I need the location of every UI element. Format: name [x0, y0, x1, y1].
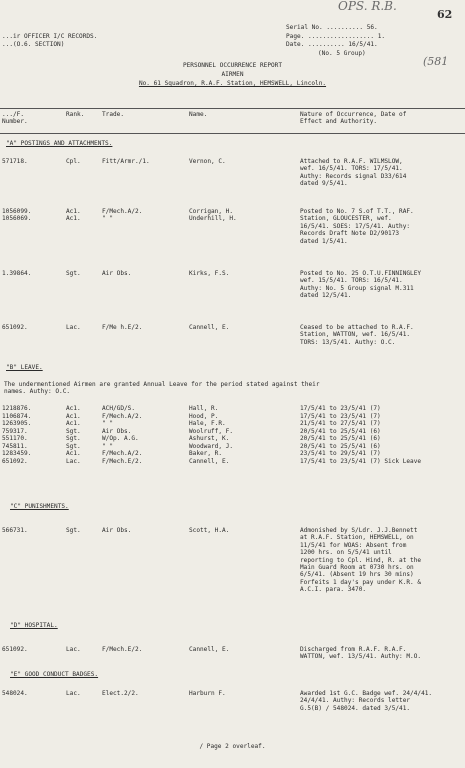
group-field: (No. 5 Group): [318, 50, 366, 57]
trade: F/Mech.A/2. " ": [102, 208, 143, 223]
col-number: .../F. Number.: [2, 111, 28, 126]
leave-intro: The undermentioned Airmen are granted Annual Leave for the period stated against their names. Authy: O.C.: [4, 381, 320, 396]
trade: Air Obs.: [102, 527, 132, 534]
service-number: 651092.: [2, 457, 28, 465]
occurrence-text: Posted to No. 25 O.T.U.FINNINGLEY wef. 15/5/41. TORS: 16/5/41. Authy: No. 5 Group signal M.311 dated 12/5/41.: [300, 270, 422, 300]
rank: Sgt.: [66, 427, 81, 435]
footer-note: / Page 2 overleaf.: [199, 743, 266, 750]
table-row: [0, 435, 465, 442]
rank: Cpl.: [66, 158, 81, 165]
leave-period: 20/5/41 to 25/5/41 (6): [300, 442, 381, 450]
occurrence-text: Ceased to be attached to R.A.F. Station, WATTON, wef. 16/5/41. TORS: 13/5/41. Authy: O.C.: [300, 324, 414, 346]
service-number: 551170.: [2, 435, 28, 442]
rule-header: [0, 133, 465, 134]
table-row: [0, 413, 465, 420]
rank: Sgt.: [66, 527, 81, 534]
rank: Ac1.: [66, 412, 81, 420]
rank: Sgt.: [66, 442, 81, 450]
airman-name: Corrigan, H. Underhill, H.: [189, 208, 237, 223]
service-number: 548024.: [2, 690, 28, 697]
leave-period: 20/5/41 to 25/5/41 (6): [300, 427, 381, 435]
airman-name: Ashurst, K.: [189, 435, 230, 442]
service-number: 1106874.: [2, 412, 32, 420]
leave-period: 23/5/41 to 29/5/41 (7): [300, 450, 381, 457]
trade: " ": [102, 420, 114, 427]
section-title-postings: "A" POSTINGS AND ATTACHMENTS.: [6, 140, 113, 147]
service-number: 1283459.: [2, 450, 32, 457]
trade: Elect.2/2.: [102, 690, 139, 697]
service-number: 1218876.: [2, 405, 32, 412]
trade: F/Mech.E/2.: [102, 646, 143, 653]
airman-name: Harburn F.: [189, 690, 226, 697]
rank: Sgt.: [66, 270, 81, 277]
table-row: [0, 428, 465, 435]
airman-name: Kirks, F.S.: [189, 270, 230, 277]
airman-name: Hood, P.: [189, 412, 219, 420]
col-nature: Nature of Occurrence, Date of Effect and Authority.: [300, 111, 407, 126]
trade: " ": [102, 442, 114, 450]
rank: Lac.: [66, 690, 81, 697]
rank: Sgt.: [66, 435, 81, 442]
report-subtitle: AIRMEN: [221, 71, 244, 78]
column-headers: [0, 111, 465, 129]
col-trade: Trade.: [102, 111, 125, 118]
airman-name: Hale, F.R.: [189, 420, 226, 427]
occurrence-text: Attached to R.A.F. WILMSLOW, wef. 16/5/41. TORS: 17/5/41. Authy: Records signal D33/614 dated 9/5/41.: [300, 158, 407, 188]
trade: F/Mech.E/2.: [102, 457, 143, 465]
occurrence-text: Posted to No. 7 S.of T.T., RAF. Station, GLOUCESTER, wef. 16/5/41. SOES: 17/5/41. Authy: Records Draft Note D2/90173 dated 1/5/41.: [300, 208, 414, 245]
rank: Ac1.: [66, 405, 81, 412]
trade: Fitt/Armr./1.: [102, 158, 150, 165]
trade: F/Me h.E/2.: [102, 324, 143, 331]
airman-name: Cannell, E.: [189, 324, 230, 331]
section-title-punishments: "C" PUNISHMENTS.: [10, 503, 69, 510]
airman-name: Hall, R.: [189, 405, 219, 412]
report-title: PERSONNEL OCCURRENCE REPORT: [182, 62, 283, 69]
occurrence-text: Admonished by S/Ldr. J.J.Bennett at R.A.F. Station, HEMSWELL, on 11/5/41 for WOAS: Absent from 1200 hrs. on 5/5/41 until reporting to Cpl. Hind, R. at the Main Guard Room at 0730 hrs. on 6/5/41. (Absent 19 hrs 30 mins) Forfeits 1 day's pay under K.R. & A.C.I. para. 3470.: [300, 527, 422, 594]
trade: F/Mech.A/2.: [102, 412, 143, 420]
section-title-leave: "B" LEAVE.: [6, 364, 43, 371]
rank: Ac1.: [66, 420, 81, 427]
airman-name: Cannell, E.: [189, 646, 230, 653]
occurrence-text: Awarded 1st G.C. Badge wef. 24/4/41. 24/4/41. Authy: Records letter G.5(B) / 548024. dated 3/5/41.: [300, 690, 433, 712]
rank: Lac.: [66, 457, 81, 465]
trade: W/Op. A.G.: [102, 435, 139, 442]
service-number: 1056099. 1056069.: [2, 208, 32, 223]
trade: Air Obs.: [102, 270, 132, 277]
table-row: [0, 405, 465, 412]
page-number: 62: [437, 8, 453, 21]
service-number: 759317.: [2, 427, 28, 435]
date-field: Date. .......... 16/5/41.: [286, 41, 378, 48]
margin-note: OPS. R.B.: [338, 0, 397, 13]
service-number: 1.39864.: [2, 270, 32, 277]
leave-period: 17/5/41 to 23/5/41 (7): [300, 412, 381, 420]
rank: Lac.: [66, 324, 81, 331]
airman-name: Cannell, E.: [189, 457, 230, 465]
airman-name: Baker, R.: [189, 450, 223, 457]
unit-line: No. 61 Squadron, R.A.F. Station, HEMSWELL, Lincoln.: [138, 80, 327, 87]
service-number: 566731.: [2, 527, 28, 534]
sender-line-2: ...(O.6. SECTION): [2, 41, 65, 48]
table-row: [0, 443, 465, 450]
table-row: [0, 420, 465, 427]
serial-number: Serial No. .......... 56.: [286, 24, 378, 31]
page-field: Page. .................. 1.: [286, 33, 386, 40]
leave-period: 20/5/41 to 25/5/41 (6): [300, 435, 381, 442]
airman-name: Woolruff, F.: [189, 427, 234, 435]
airman-name: Scott, H.A.: [189, 527, 230, 534]
col-name: Name.: [189, 111, 208, 118]
leave-period: 17/5/41 to 23/5/41 (7) Sick Leave: [300, 457, 422, 465]
airman-name: Vernon, C.: [189, 158, 226, 165]
service-number: 1263905.: [2, 420, 32, 427]
service-number: 651092.: [2, 324, 28, 331]
leave-period: 21/5/41 to 27/5/41 (7): [300, 420, 381, 427]
table-row: [0, 450, 465, 457]
sender-line-1: ...ir OFFICER I/C RECORDS.: [2, 33, 98, 40]
service-number: 651092.: [2, 646, 28, 653]
section-title-badges: "E" GOOD CONDUCT BADGES.: [10, 671, 99, 678]
col-rank: Rank.: [66, 111, 85, 118]
leave-period: 17/5/41 to 23/5/41 (7): [300, 405, 381, 412]
rank: Lac.: [66, 646, 81, 653]
trade: Air Obs.: [102, 427, 132, 435]
rule-top: [0, 108, 465, 109]
service-number: 571718.: [2, 158, 28, 165]
trade: F/Mech.A/2.: [102, 450, 143, 457]
service-number: 745811.: [2, 442, 28, 450]
trade: ACH/GD/S.: [102, 405, 136, 412]
corner-scribble: (581: [423, 55, 449, 68]
rank: Ac1.: [66, 450, 81, 457]
table-row: [0, 458, 465, 465]
rank: Ac1. Ac1.: [66, 208, 81, 223]
airman-name: Woodward, J.: [189, 442, 234, 450]
section-title-hospital: "D" HOSPITAL.: [10, 622, 58, 629]
occurrence-text: Discharged from R.A.F. R.A.F. WATTON, wef. 13/5/41. Authy: M.O.: [300, 646, 422, 661]
